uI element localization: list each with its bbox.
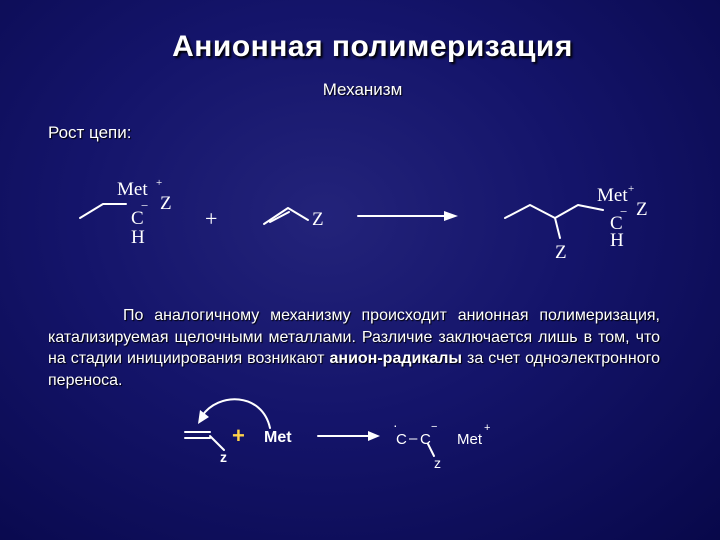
right-z-bond [555, 218, 560, 238]
reaction2-arrowhead [368, 431, 380, 441]
reaction2-plus: + [232, 423, 245, 448]
paragraph-text-2: за счет одноэлектронного переноса. [48, 350, 661, 389]
right-c-charge: − [620, 204, 628, 219]
reaction2-met-label: Met [264, 429, 292, 446]
anion-charge: − [431, 421, 438, 433]
product-c1-label: C [396, 431, 407, 448]
product-c2-label: C [420, 431, 431, 448]
right-z-bottom-label: Z [555, 242, 567, 263]
monomer-z-label: Z [312, 209, 324, 230]
slide-title: Анионная полимеризация [172, 30, 573, 63]
left-z-label: Z [160, 193, 172, 214]
section-label: Рост цепи: [48, 123, 132, 142]
reaction1-arrowhead [444, 211, 458, 221]
product-met-charge: + [484, 422, 491, 434]
product-z-label: z [434, 455, 441, 471]
left-chain-bonds [80, 204, 126, 218]
right-met-charge: + [628, 183, 635, 195]
electron-transfer-arrowhead [198, 410, 209, 424]
alkene-bond-tail [210, 436, 224, 450]
alkene-z-label: z [220, 449, 227, 465]
product-met-label: Met [457, 431, 483, 448]
paragraph-text-1: По аналогичному механизму происходит анионная полимеризация, катализируемая щелочными металлами. Различие заключается лишь в том, что на стадии инициирования возникают [48, 307, 660, 367]
left-c-label: C [131, 208, 144, 229]
left-c-charge: − [141, 198, 149, 213]
reaction1-plus: + [205, 206, 218, 231]
right-z-top-label: Z [636, 199, 648, 220]
right-c-label: C [610, 213, 623, 234]
left-h-label: H [131, 227, 145, 248]
radical-dot: · [393, 417, 398, 433]
right-chain-bonds [505, 205, 603, 218]
paragraph-bold-term: анион-радикалы [329, 350, 463, 367]
left-met-charge: + [156, 177, 163, 189]
right-h-label: H [610, 230, 624, 251]
right-met-label: Met [597, 185, 628, 206]
left-met-label: Met [117, 179, 148, 200]
explanation-paragraph [48, 305, 660, 391]
slide-subtitle: Механизм [322, 80, 403, 99]
product-dash: – [409, 430, 418, 447]
